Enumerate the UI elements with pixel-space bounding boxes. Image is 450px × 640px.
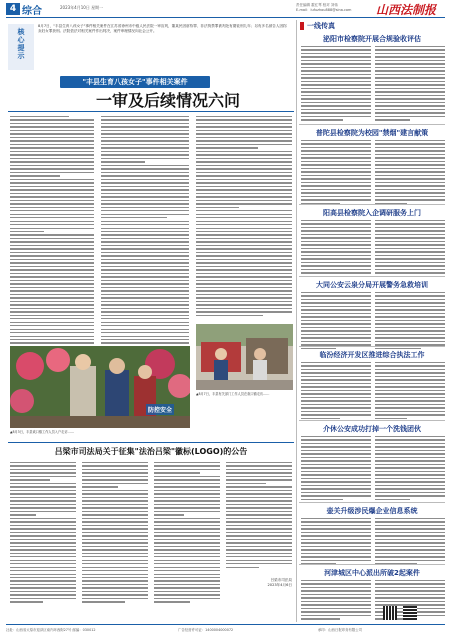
sidebar-story-2-col-b bbox=[375, 140, 445, 206]
sidebar-story-6-col-b bbox=[375, 436, 445, 502]
sidebar-divider bbox=[299, 564, 445, 565]
section-name: 综合 bbox=[22, 6, 42, 17]
sidebar-story-3-col-b bbox=[375, 220, 445, 279]
sidebar-story-1-col-b bbox=[375, 46, 445, 123]
photo-label: 防控安全 bbox=[146, 404, 174, 415]
column-divider bbox=[296, 20, 297, 622]
subtitle-bar bbox=[60, 76, 210, 88]
sidebar-story-title-4: 大同公安云泉分局开展警务急救培训 bbox=[316, 281, 428, 289]
editor-line: 责任编辑 霍红琴 校对 刘伟 bbox=[296, 3, 338, 7]
notice-sign: 吕梁市司法局 bbox=[270, 578, 292, 582]
sidebar-story-4-col-a bbox=[301, 292, 371, 351]
section-rule bbox=[8, 442, 294, 443]
notice-title: 吕梁市司法局关于征集"法治吕梁"徽标(LOGO)的公告 bbox=[54, 447, 248, 456]
notice-col-1 bbox=[10, 462, 76, 605]
article-col-3 bbox=[196, 116, 292, 318]
issue-date: 2023年4月10日 星期一 bbox=[60, 5, 104, 10]
article-col-2 bbox=[101, 116, 189, 367]
sidebar-story-2-col-a bbox=[301, 140, 371, 206]
footer-address: 社址：山西省太原市迎泽区南内环西街27号 邮编：030012 bbox=[6, 628, 96, 632]
sidebar-story-title-5: 临汾经济开发区推进综合执法工作 bbox=[319, 351, 425, 359]
sidebar-heading: 一线传真 bbox=[307, 22, 335, 30]
header-rule bbox=[6, 17, 445, 18]
subtitle: "丰县生育八孩女子"事件相关案件 bbox=[82, 78, 188, 86]
sidebar-story-1-col-a bbox=[301, 46, 371, 123]
photo2-caption: ▲8月3日，丰县欢口镇工作人员入户走访…… bbox=[10, 430, 74, 434]
headline: 一审及后续情况六问 bbox=[96, 91, 241, 110]
lead-intro: 8月7日，"丰县生育八孩女子"事件相关案件在江苏省徐州市中级人民法院一审宣判，董某民因虐待罪、非法拘禁罪被判处有期徒刑九年；另有多名被告人因拐卖妇女罪获刑。法院依法对相关案件作出判决，案件审理情况向社会公开。 bbox=[38, 24, 287, 33]
qr-code-icon bbox=[403, 606, 417, 620]
kicker-label: 核心提示 bbox=[17, 28, 25, 60]
sidebar-story-6-col-a bbox=[301, 436, 371, 502]
sidebar-divider bbox=[299, 276, 445, 277]
sidebar-story-8-col-a bbox=[301, 580, 371, 622]
footer-rule bbox=[6, 624, 445, 625]
headline-rule bbox=[8, 111, 294, 112]
notice-sign-date: 2023年4月6日 bbox=[267, 583, 292, 587]
sidebar-story-5-col-a bbox=[301, 362, 371, 421]
sidebar-story-4-col-b bbox=[375, 292, 445, 351]
sidebar-divider bbox=[299, 502, 445, 503]
sidebar-story-3-col-a bbox=[301, 220, 371, 279]
sidebar-divider bbox=[299, 124, 445, 125]
notice-col-2 bbox=[82, 462, 148, 605]
sidebar-story-7-col-b bbox=[375, 518, 445, 567]
footer-license: 广告经营许可证：1400004000072 bbox=[178, 628, 234, 632]
sidebar-story-title-1: 泌阳市检察院开展合规验收评估 bbox=[323, 35, 421, 43]
notice-signature bbox=[240, 578, 292, 588]
sidebar-story-title-2: 普陀县检察院为校园"禁烟"建言献策 bbox=[315, 129, 429, 137]
page-number: 4 bbox=[6, 3, 20, 15]
kicker-box bbox=[8, 24, 34, 70]
notice-col-3 bbox=[154, 462, 220, 605]
sidebar-story-title-3: 阳高县检察院入企调研服务上门 bbox=[323, 209, 421, 217]
qr-code-icon bbox=[383, 606, 397, 620]
sidebar-heading-mark bbox=[300, 22, 304, 30]
sidebar-divider bbox=[299, 420, 445, 421]
sidebar-story-title-6: 介休公安成功打掉一个洗钱团伙 bbox=[323, 425, 421, 433]
photo-flower-shop bbox=[10, 346, 190, 428]
newspaper-logo: 山西法制报 bbox=[376, 3, 437, 17]
editor-email: E-mail：lufuzhou888@sina.com bbox=[296, 8, 352, 12]
sidebar-story-title-8: 河津城区中心派出所破2起案件 bbox=[324, 569, 420, 577]
editor-info bbox=[296, 3, 351, 13]
sidebar-story-5-col-b bbox=[375, 362, 445, 421]
photo1-caption: ▲8月7日，丰县有关部门工作人员在欢口镇走访…… bbox=[196, 392, 270, 396]
article-col-1 bbox=[10, 116, 94, 360]
sidebar-story-title-7: 壶关升级涉民爆企业信息系统 bbox=[326, 507, 418, 515]
footer-printer: 承印：山西日报印务有限公司 bbox=[318, 628, 363, 632]
notice-col-4 bbox=[226, 462, 292, 570]
sidebar-divider bbox=[299, 346, 445, 347]
sidebar-story-7-col-a bbox=[301, 518, 371, 567]
sidebar-divider bbox=[299, 204, 445, 205]
photo-street-visit bbox=[196, 324, 293, 390]
